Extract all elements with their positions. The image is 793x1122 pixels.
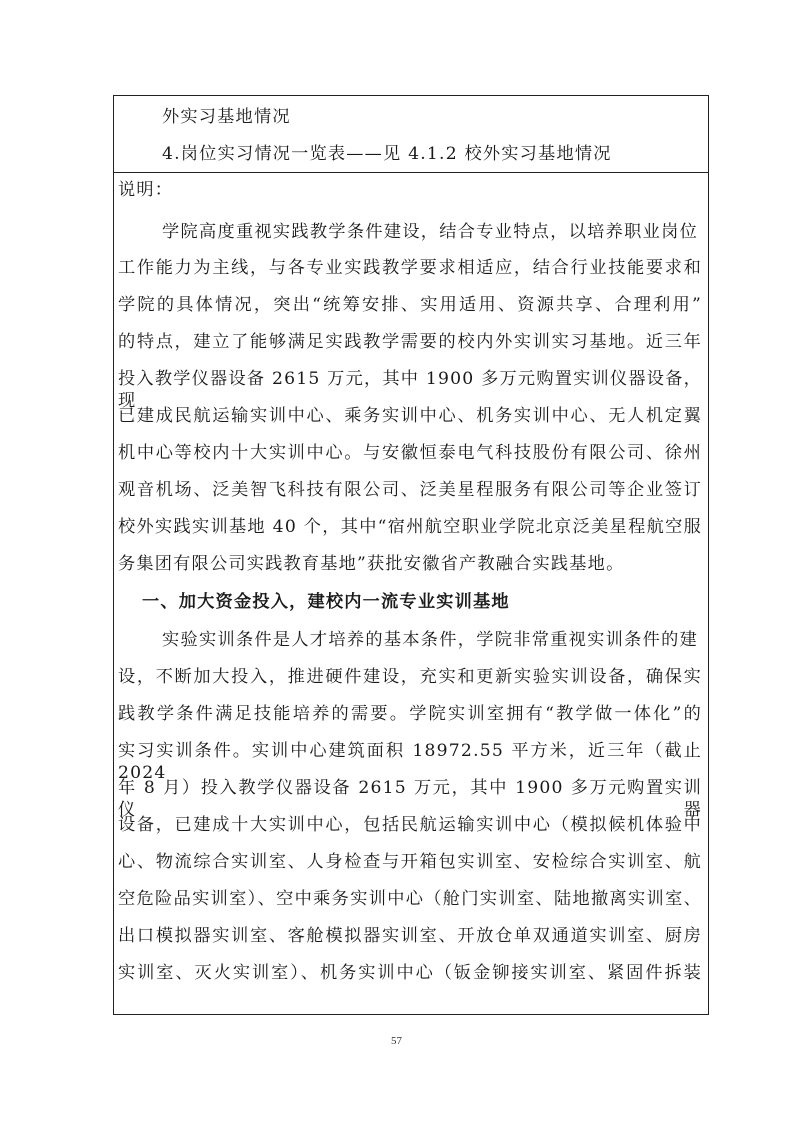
- paragraph-2-line: 实验实训条件是人才培养的基本条件，学院非常重视实训条件的建: [162, 630, 698, 650]
- paragraph-1-line: 投入教学仪器设备 2615 万元，其中 1900 多万元购置实训仪器设备，现: [118, 369, 702, 411]
- paragraph-2-line: 出口模拟器实训室、客舱模拟器实训室、开放仓单双通道实训室、厨房: [118, 926, 702, 946]
- paragraph-2-line: 空危险品实训室）、空中乘务实训中心（舱门实训室、陆地撤离实训室、: [118, 889, 702, 909]
- paragraph-2-line: 实训室、灭火实训室）、机务实训中心（钣金铆接实训室、紧固件拆装: [118, 963, 702, 983]
- table-row-description: [114, 173, 708, 1014]
- paragraph-2-line: 设，不断加大投入，推进硬件建设，充实和更新实验实训设备，确保实: [118, 667, 702, 687]
- paragraph-1-line: 工作能力为主线，与各专业实践教学要求相适应，结合行业技能要求和: [118, 258, 702, 278]
- paragraph-2-line: 践教学条件满足技能培养的需要。学院实训室拥有“教学做一体化”的: [118, 704, 702, 724]
- table-frame: [113, 95, 709, 1015]
- section-heading: 一、加大资金投入，建校内一流专业实训基地: [142, 592, 510, 612]
- paragraph-1-line: 学院的具体情况，突出“统筹安排、实用适用、资源共享、合理利用”: [118, 295, 702, 315]
- paragraph-1-line: 已建成民航运输实训中心、乘务实训中心、机务实训中心、无人机定翼: [118, 406, 702, 426]
- paragraph-1-line: 学院高度重视实践教学条件建设，结合专业特点，以培养职业岗位: [162, 222, 698, 242]
- description-label: 说明：: [118, 180, 174, 200]
- paragraph-1-line: 机中心等校内十大实训中心。与安徽恒泰电气科技股份有限公司、徐州: [118, 443, 702, 463]
- top-line-1: 外实习基地情况: [162, 107, 291, 127]
- paragraph-1-line: 务集团有限公司实践教育基地”获批安徽省产教融合实践基地。: [118, 554, 625, 574]
- paragraph-1-line: 校外实践实训基地 40 个，其中“宿州航空职业学院北京泛美星程航空服: [118, 517, 702, 537]
- paragraph-2-line: 年 8 月）投入教学仪器设备 2615 万元，其中 1900 多万元购置实训仪器: [118, 778, 702, 820]
- paragraph-2-line: 心、物流综合实训室、人身检查与开箱包实训室、安检综合实训室、航: [118, 852, 702, 872]
- table-row-top: [114, 96, 708, 173]
- paragraph-1-line: 观音机场、泛美智飞科技有限公司、泛美星程服务有限公司等企业签订: [118, 480, 702, 500]
- paragraph-2-line: 实习实训条件。实训中心建筑面积 18972.55 平方米，近三年（截止 2024: [118, 741, 702, 783]
- paragraph-1-line: 的特点，建立了能够满足实践教学需要的校内外实训实习基地。近三年: [118, 332, 702, 352]
- paragraph-2-line: 设备，已建成十大实训中心，包括民航运输实训中心（模拟候机体验中: [118, 815, 702, 835]
- top-line-2: 4.岗位实习情况一览表——见 4.1.2 校外实习基地情况: [162, 144, 612, 164]
- page-number: 57: [391, 1035, 402, 1047]
